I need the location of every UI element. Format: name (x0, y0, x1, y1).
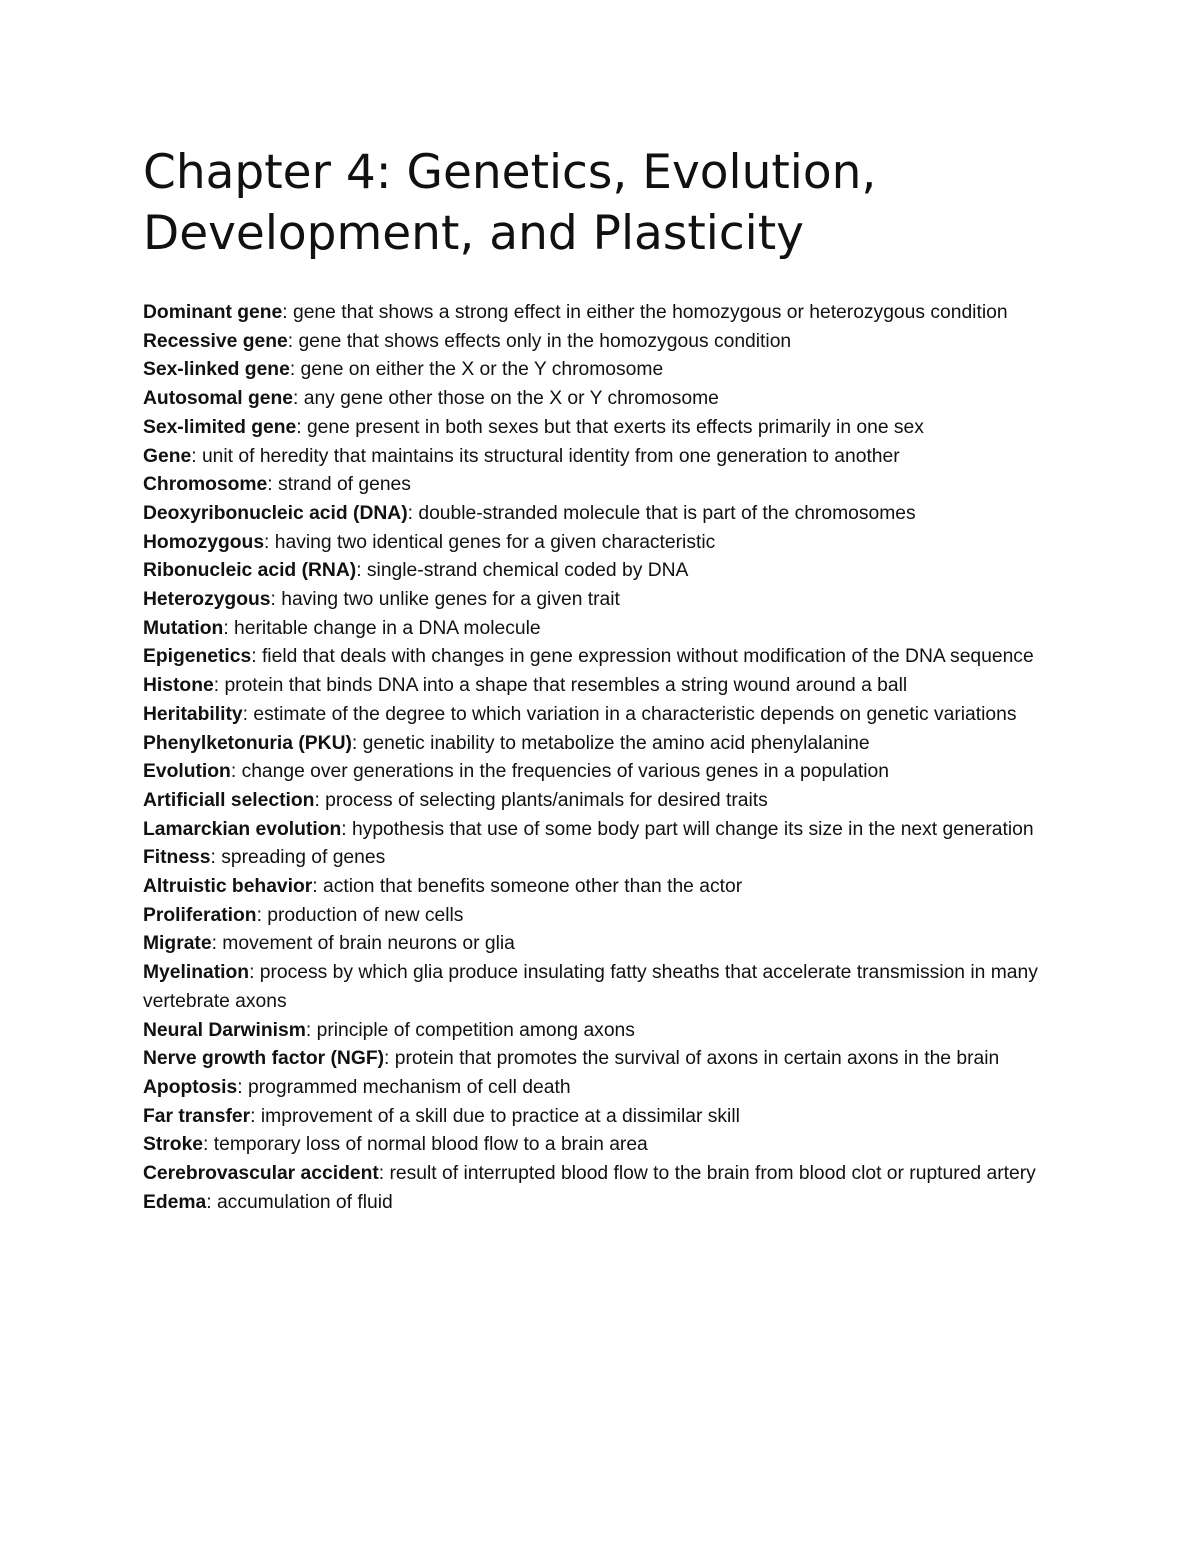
term-definition: principle of competition among axons (316, 1019, 635, 1041)
term-name: Chromosome (143, 474, 268, 496)
term-definition: hypothesis that use of some body part will change its size in the next generation (351, 818, 1034, 840)
term-name: Gene (143, 445, 192, 467)
term-name: Recessive gene (143, 330, 288, 352)
term-name: Apoptosis (143, 1076, 238, 1098)
glossary-entry: Autosomal gene: any gene other those on the X or Y chromosome (143, 388, 719, 410)
glossary-entry: Neural Darwinism: principle of competition among axons (143, 1019, 635, 1041)
term-name: Myelination (143, 962, 250, 984)
glossary-entry: Phenylketonuria (PKU): genetic inability to metabolize the amino acid phenylalanine (143, 732, 870, 754)
term-name: Evolution (143, 761, 231, 783)
chapter-title: Chapter 4: Genetics, Evolution, Development, and Plasticity (143, 145, 877, 261)
term-definition: accumulation of fluid (216, 1191, 393, 1213)
glossary-entry: Chromosome: strand of genes (143, 474, 411, 496)
term-definition: strand of genes (278, 474, 411, 496)
glossary-entry: Heterozygous: having two unlike genes for a given trait (143, 589, 620, 611)
glossary-entry: Heritability: estimate of the degree to which variation in a characteristic depends on genetic variations (143, 703, 1017, 725)
glossary-entry: Sex-linked gene: gene on either the X or the Y chromosome (143, 359, 664, 381)
term-definition: action that benefits someone other than the actor (323, 876, 743, 898)
glossary-entry: Apoptosis: programmed mechanism of cell death (143, 1076, 571, 1098)
term-name: Edema (143, 1191, 207, 1213)
glossary-entry: Far transfer: improvement of a skill due to practice at a dissimilar skill (143, 1105, 740, 1127)
glossary-entry: Cerebrovascular accident: result of interrupted blood flow to the brain from blood clot or ruptured artery (143, 1163, 1036, 1185)
term-definition: heritable change in a DNA molecule (234, 617, 541, 639)
term-definition: protein that binds DNA into a shape that resembles a string wound around a ball (224, 675, 908, 697)
glossary-entry: Dominant gene: gene that shows a strong effect in either the homozygous or heterozygous condition (143, 302, 1008, 323)
term-definition: single-strand chemical coded by DNA (366, 560, 689, 582)
term-definition: gene on either the X or the Y chromosome (300, 359, 664, 381)
term-name: Sex-linked gene (143, 359, 290, 381)
term-definition: any gene other those on the X or Y chromosome (303, 388, 719, 410)
term-definition: gene that shows effects only in the homozygous condition (298, 330, 792, 352)
term-definition: genetic inability to metabolize the amino acid phenylalanine (362, 732, 870, 754)
term-definition: temporary loss of normal blood flow to a brain area (213, 1134, 648, 1156)
glossary-entry: Deoxyribonucleic acid (DNA): double-stranded molecule that is part of the chromosomes (143, 502, 916, 524)
term-name: Stroke (143, 1134, 204, 1156)
term-name: Altruistic behavior (143, 876, 313, 898)
glossary-entry: Myelination: process by which glia produce insulating fatty sheaths that accelerate transmission in many vertebrate axons (143, 962, 1038, 1012)
term-name: Ribonucleic acid (RNA) (143, 560, 357, 582)
term-definition: programmed mechanism of cell death (247, 1076, 571, 1098)
glossary-entry: Fitness: spreading of genes (143, 847, 386, 869)
term-definition: field that deals with changes in gene expression without modification of the DNA sequence (261, 646, 1034, 668)
term-definition: gene present in both sexes but that exerts its effects primarily in one sex (306, 416, 924, 438)
glossary-entry: Epigenetics: field that deals with changes in gene expression without modification of the DNA sequence (143, 646, 1034, 668)
glossary-entry: Gene: unit of heredity that maintains its structural identity from one generation to another (143, 445, 900, 467)
term-name: Neural Darwinism (143, 1019, 306, 1041)
term-definition: result of interrupted blood flow to the brain from blood clot or ruptured artery (389, 1163, 1036, 1185)
glossary-list (143, 299, 1078, 1218)
glossary-entry: Recessive gene: gene that shows effects only in the homozygous condition (143, 330, 792, 352)
term-name: Heritability (143, 703, 243, 725)
glossary-entry: Altruistic behavior: action that benefits someone other than the actor (143, 876, 743, 898)
term-definition: unit of heredity that maintains its structural identity from one generation to another (201, 445, 900, 467)
term-definition: protein that promotes the survival of axons in certain axons in the brain (394, 1048, 1000, 1070)
glossary-entry: Evolution: change over generations in the frequencies of various genes in a population (143, 761, 890, 783)
term-definition: having two unlike genes for a given trait (281, 589, 620, 611)
term-name: Homozygous (143, 531, 265, 553)
glossary-entry: Edema: accumulation of fluid (143, 1191, 393, 1213)
term-name: Epigenetics (143, 646, 252, 668)
term-name: Nerve growth factor (NGF) (143, 1048, 385, 1070)
term-definition: improvement of a skill due to practice at a dissimilar skill (260, 1105, 740, 1127)
term-definition: double-stranded molecule that is part of the chromosomes (418, 502, 916, 524)
term-definition: estimate of the degree to which variation in a characteristic depends on genetic variations (253, 703, 1017, 725)
glossary-entry: Lamarckian evolution: hypothesis that use of some body part will change its size in the next generation (143, 818, 1034, 840)
glossary-entry: Homozygous: having two identical genes for a given characteristic (143, 531, 716, 553)
term-name: Mutation (143, 617, 224, 639)
term-definition: having two identical genes for a given characteristic (274, 531, 716, 553)
term-name: Lamarckian evolution (143, 818, 342, 840)
term-definition: production of new cells (267, 904, 464, 926)
term-definition: process by which glia produce insulating fatty sheaths that accelerate transmission in many vertebrate axons (143, 962, 1038, 1012)
glossary-entry: Migrate: movement of brain neurons or glia (143, 933, 515, 955)
glossary-entry: Histone: protein that binds DNA into a shape that resembles a string wound around a ball (143, 675, 908, 697)
glossary-entry: Mutation: heritable change in a DNA molecule (143, 617, 541, 639)
term-name: Artificiall selection (143, 789, 315, 811)
term-name: Proliferation (143, 904, 257, 926)
term-name: Sex-limited gene (143, 416, 297, 438)
term-definition: gene that shows a strong effect in either the homozygous or heterozygous condition (292, 302, 1008, 323)
term-name: Far transfer (143, 1105, 251, 1127)
glossary-entry: Stroke: temporary loss of normal blood flow to a brain area (143, 1134, 648, 1156)
term-name: Phenylketonuria (PKU) (143, 732, 352, 754)
term-definition: spreading of genes (221, 847, 386, 869)
glossary-entry: Sex-limited gene: gene present in both sexes but that exerts its effects primarily in one sex (143, 416, 924, 438)
term-name: Migrate (143, 933, 212, 955)
glossary-entry: Nerve growth factor (NGF): protein that promotes the survival of axons in certain axons in the brain (143, 1048, 1000, 1070)
term-name: Heterozygous (143, 589, 271, 611)
term-definition: movement of brain neurons or glia (222, 933, 515, 955)
term-name: Histone (143, 675, 214, 697)
glossary-entry: Proliferation: production of new cells (143, 904, 464, 926)
glossary-entry: Ribonucleic acid (RNA): single-strand chemical coded by DNA (143, 560, 689, 582)
term-name: Dominant gene (143, 302, 283, 323)
term-name: Fitness (143, 847, 211, 869)
term-name: Cerebrovascular accident (143, 1163, 379, 1185)
term-definition: process of selecting plants/animals for desired traits (325, 789, 768, 811)
term-name: Deoxyribonucleic acid (DNA) (143, 502, 408, 524)
glossary-entry: Artificiall selection: process of selecting plants/animals for desired traits (143, 789, 768, 811)
term-definition: change over generations in the frequencies of various genes in a population (241, 761, 890, 783)
term-name: Autosomal gene (143, 388, 293, 410)
